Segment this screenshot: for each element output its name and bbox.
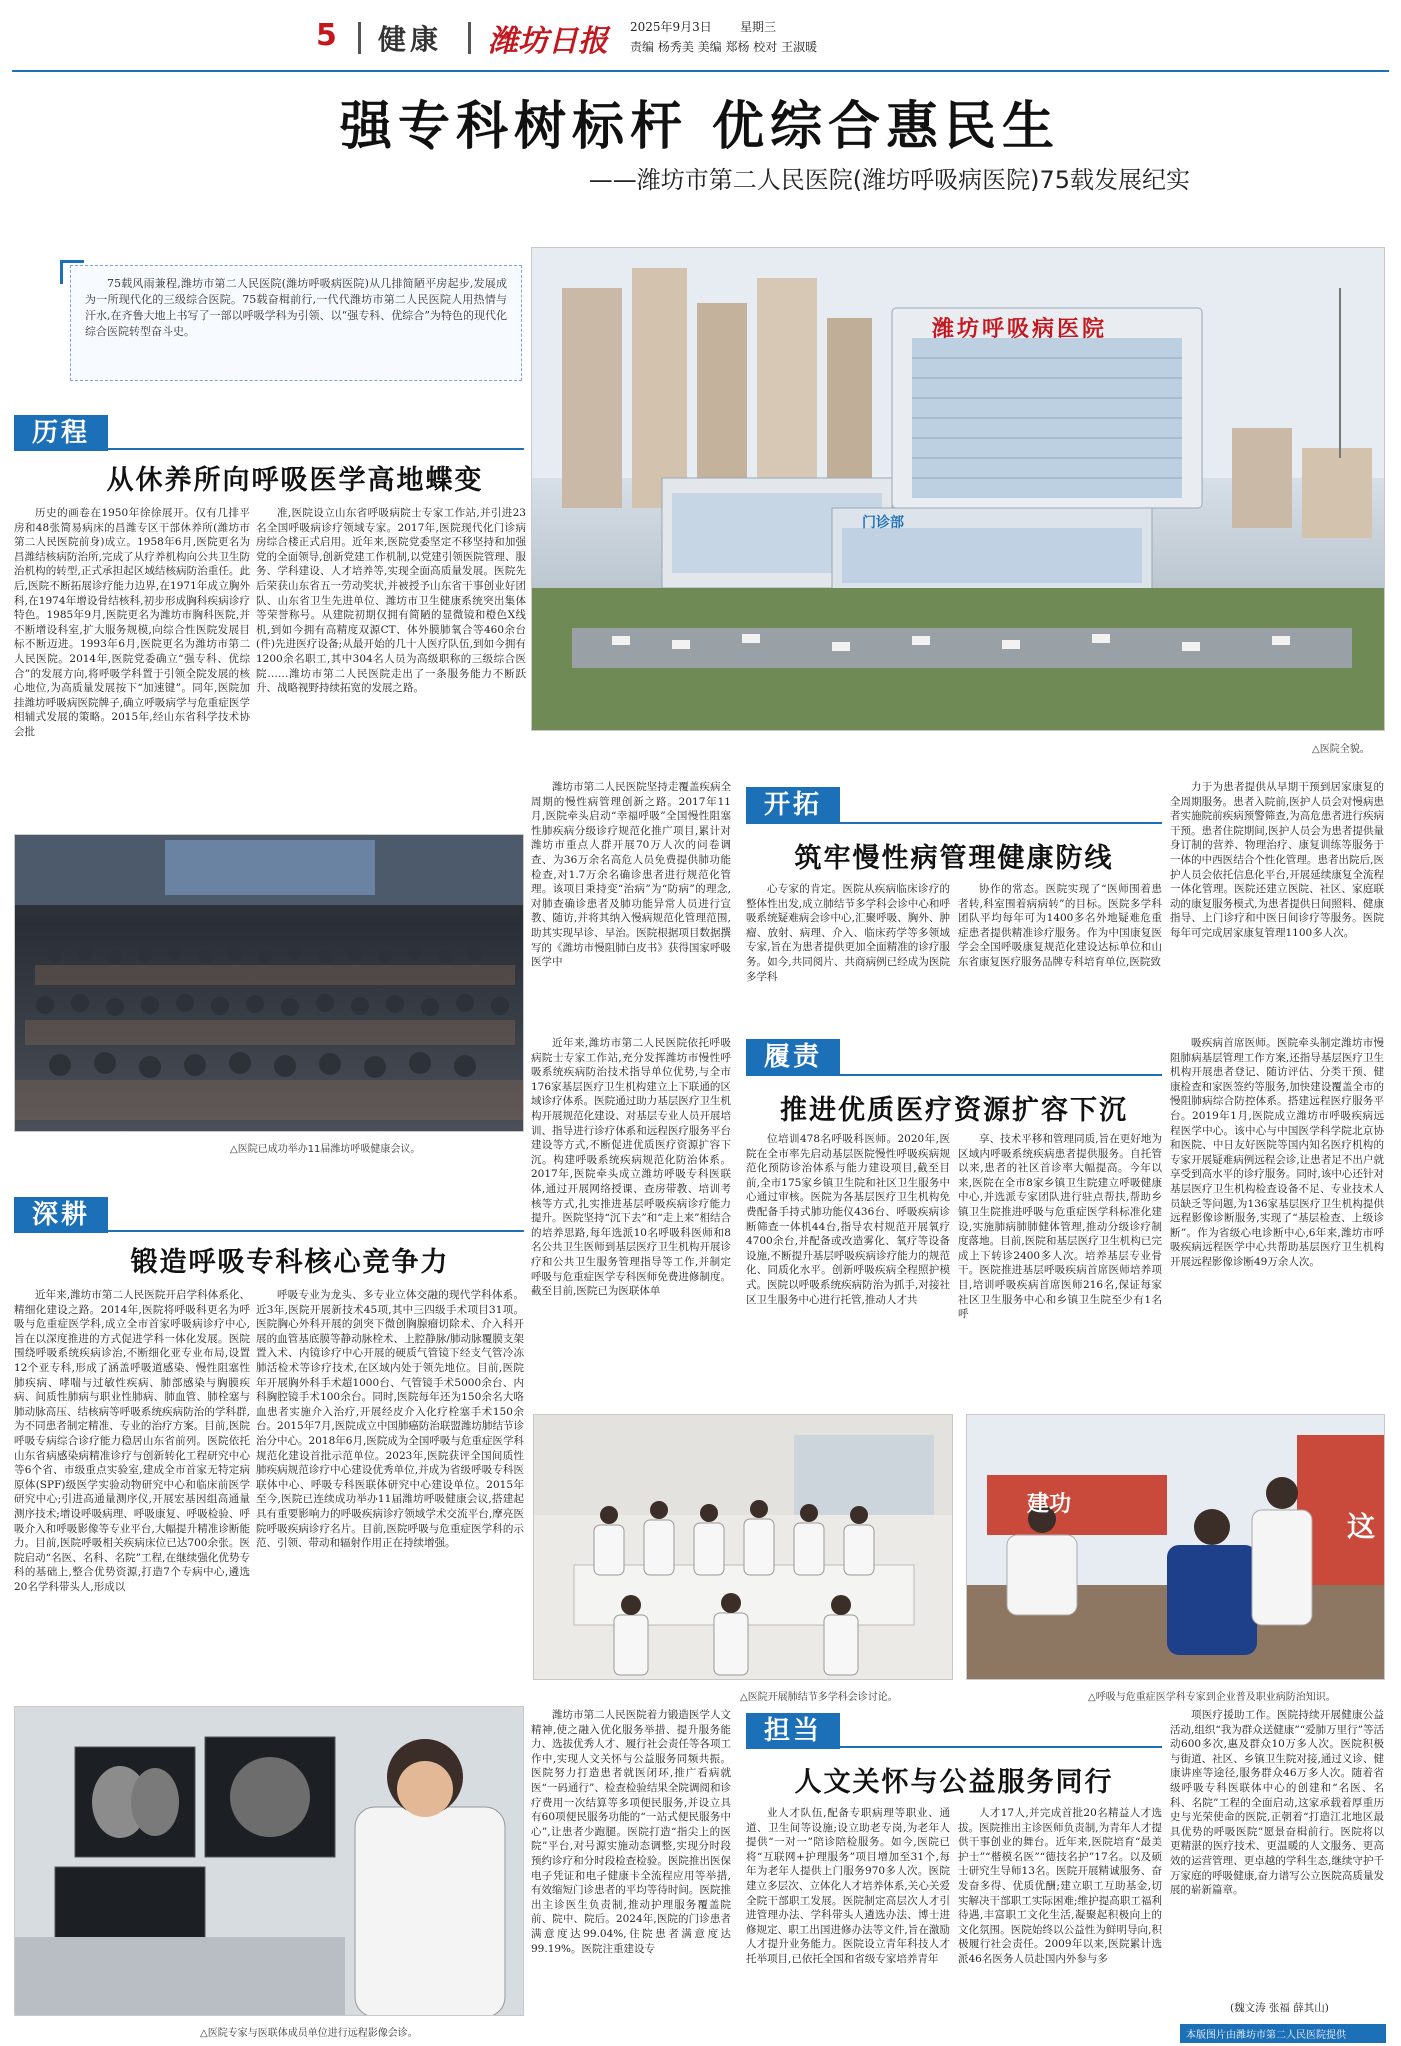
weekday: 星期三 [740, 20, 777, 34]
editor-credits: 责编 杨秀美 美编 郑杨 校对 王淑暖 [630, 40, 818, 54]
section-body-deepen-col2: 呼吸专业为龙头、多专业立体交融的现代学科体系。近3年,医院开展新技术45项,其中三四级手术项目31项。医院胸心外科开展的剑突下微创胸腺瘤切除术、介入科开展的血管基底膜等静动脉栓术、上腔静脉/肺动脉覆膜支架置入术、内镜诊疗中心开展的硬质气管镜下经支气管冷冻肺活检术等诊疗技术,在区域内处于领先地位。目前,医院年开展胸外科手术超1000台、气管镜手术5000余台、内科胸腔镜手术100余台。同时,医院每年还为150余名大咯血患者实施介入治疗,开展经皮介入化疗栓塞手术150余台。2015年7月,医院成立中国肺癌防治联盟潍坊肺结节诊治分中心。2018年6月,医院成为全国呼吸与危重症医学科规范化建设首批示范单位。2023年,医院获评全国间质性肺疾病规范诊疗中心建设优秀单位,并成为省级呼吸专科医联体中心、呼吸专科医联体研究中心建设单位。2015年至今,医院已连续成功举办11届潍坊呼吸健康会议,搭建起具有重要影响力的呼吸疾病诊疗领域学术交流平台,摩亮医院呼吸疾病诊疗名片。目前,医院呼吸与危重症医学科的示范、引领、带动和辐射作用正在持续增强。 [256, 1289, 524, 1550]
caption-meeting: △医院开展肺结节多学科会诊讨论。 [740, 1692, 898, 1703]
section-body-mission-col3: 项医疗援助工作。医院持续开展健康公益活动,组织“我为群众送健康”“爱肺万里行”等活动600多次,惠及群众10万多人次。医院积极与街道、社区、乡镇卫生院对接,通过义诊、健康讲座等途径,服务群众46万多人次。随着省级呼吸专科医联体中心的创建和“名医、名科、名院”工程的全面启动,这家承载着厚重历史与光荣使命的医院,正朝着“打造江北地区最具优势的呼吸医院”愿景奋楫前行。医院将以更精湛的医疗技术、更温暖的人文服务、更高效的运营管理、更卓越的学科生态,继续守护千万家庭的呼吸健康,奋力谱写公立医院高质量发展的崭新篇章。 [1170, 1709, 1384, 1897]
main-headline: 强专科树标杆 优综合惠民生 [339, 96, 1061, 157]
main-subtitle: ——潍坊市第二人民医院(潍坊呼吸病医院)75载发展纪实 [588, 166, 1190, 194]
section-rule [14, 1230, 524, 1232]
section-rule [746, 822, 1162, 824]
section-title-pioneer: 筑牢慢性病管理健康防线 [794, 843, 1114, 874]
masthead [40, 14, 1370, 62]
caption-imaging: △医院专家与医联体成员单位进行远程影像会诊。 [200, 2028, 418, 2039]
section-label-deepen [14, 1194, 108, 1231]
section-label-pioneer [746, 784, 840, 821]
page-number: 5 [316, 18, 337, 53]
section-title-duty: 推进优质医疗资源扩容下沉 [780, 1095, 1128, 1126]
section-tag: 开拓 [746, 787, 840, 823]
section-body-duty-col1: 位培训478名呼吸科医师。2020年,医院在全市率先启动基层医院慢性呼吸疾病规范化预防诊治体系与能力建设项目,截至目前,全市175家乡镇卫生院和社区卫生服务中心通过审核。医院为各基层医疗卫生机构免费配备手持式肺功能仪436台、呼吸疾病诊断筛查一体机44台,指导农村规范开展氧疗4700余台,并配备或改造雾化、氧疗等设备设施,不断提升基层呼吸疾病诊疗能力的规范化、同质化水平。创新呼吸疾病全程照护模式。医院以呼吸系统疾病防治为抓手,对接社区卫生服务中心进行托管,推动人才共 [746, 1133, 950, 1306]
section-label-duty [746, 1036, 840, 1073]
section-rule [746, 1074, 1162, 1076]
paper-logo: 潍坊日报 [488, 24, 608, 59]
section-body-pioneer-col1: 心专家的肯定。医院从疾病临床诊疗的整体性出发,成立肺结节多学科会诊中心和呼吸系统疑难病会诊中心,汇聚呼吸、胸外、肿瘤、放射、病理、介入、临床药学等多领域专家,旨在为患者提供更加全面精准的诊疗服务。如今,共同阅片、共商病例已经成为医院多学科 [746, 883, 950, 983]
header-divider [358, 22, 361, 54]
section-title-mission: 人文关怀与公益服务同行 [794, 1767, 1114, 1798]
section-tag: 历程 [14, 415, 108, 451]
section-body-history-col1: 历史的画卷在1950年徐徐展开。仅有几排平房和48张简易病床的昌潍专区干部休养所(潍坊市第二人民医院前身)成立。1958年6月,医院更名为昌潍结核病防治所,完成了从疗养机构向公共卫生防治机构的转型,正式承担起区域结核病防治重任。此后,医院不断拓展诊疗能力边界,在1971年成立胸外科,在1974年增设骨结核科,初步形成胸科疾病诊疗特色。1985年9月,医院更名为潍坊市胸科医院,并不断增设科室,扩大服务规模,向综合性医院发展目标不断迈进。1993年6月,医院更名为潍坊市第二人民医院。2014年,医院党委确立“强专科、优综合”的发展方向,将呼吸学科置于引领全院发展的核心地位,为高质量发展按下“加速键”。同年,医院加挂潍坊呼吸病医院牌子,确立呼吸病学与危重症医学相辅式发展的策略。2015年,经山东省科学技术协会批 [14, 507, 250, 738]
exhibit-banner: 建功 [1027, 1492, 1072, 1517]
header-divider [468, 22, 471, 54]
section-title-deepen: 锻造呼吸专科核心竞争力 [130, 1247, 450, 1278]
section-label-mission [746, 1710, 840, 1747]
gate-sign: 门诊部 [862, 515, 904, 531]
section-tag: 深耕 [14, 1197, 108, 1233]
section-body-deepen-col1: 近年来,潍坊市第二人民医院开启学科体系化、精细化建设之路。2014年,医院将呼吸科更名为呼吸与危重症医学科,成立全市首家呼吸病诊疗中心,旨在以深度推进的方式促进学科一体化发展。医院围绕呼吸系统疾病诊治,不断细化亚专业布局,设置12个亚专科,形成了涵盖呼吸道感染、慢性阻塞性肺疾病、哮喘与过敏性疾病、肺部感染与胸膜疾病、间质性肺病与职业性肺病、肺血管、肺栓塞与肺动脉高压、结核病等呼吸系统疾病防治的学科群,为不同患者制定精准、专业的治疗方案。目前,医院呼吸专病综合诊疗能力稳居山东省前列。医院依托山东省病感染病精准诊疗与创新转化工程研究中心等6个省、市级重点实验室,建成全市首家无特定病原体(SPF)级医学实验动物研究中心和临床前医学研究中心;引进高通量测序仪,开展宏基因组高通量测序技术;增设呼吸病理、呼吸康复、呼吸检验、呼吸介入和呼吸影像等专业平台,大幅提升精准诊断能力。目前,医院呼吸相关疾病床位已达700余张。医院启动“名医、名科、名院”工程,在继续强化优势专科的基础上,整合优势资源,打造7个专病中心,遴选20名学科带头人,形成以 [14, 1289, 250, 1593]
caption-outreach: △呼吸与危重症医学科专家到企业普及职业病防治知识。 [1088, 1692, 1336, 1703]
conference-illustration [15, 835, 524, 1132]
remote-imaging-photo [14, 1706, 524, 2016]
meeting-illustration [534, 1415, 953, 1680]
section-title-history: 从休养所向呼吸医学高地蝶变 [106, 465, 484, 496]
section-body-pioneer-col2: 协作的常态。医院实现了“医师围着患者转,科室围着病病转”的目标。医院多学科团队平均每年可为1400多名外地疑难危重症患者提供精准诊疗服务。作为中国康复医学会全国呼吸康复规范化建设达标单位和山东省康复医疗服务品牌专科培育单位,医院致 [958, 883, 1162, 968]
hospital-sign: 潍坊呼吸病医院 [932, 316, 1108, 342]
section-tag: 履责 [746, 1039, 840, 1075]
imaging-illustration [15, 1707, 524, 2016]
section-name: 健康 [378, 23, 443, 56]
header-rule [12, 70, 1389, 72]
photo-credit-footer: 本版图片由潍坊市第二人民医院提供 [1180, 2024, 1386, 2043]
intro-text: 75载风雨兼程,潍坊市第二人民医院(潍坊呼吸病医院)从几排简陋平房起步,发展成为一所现代化的三级综合医院。75载奋楫前行,一代代潍坊市第二人民医院人用热情与汗水,在齐鲁大地上书写了一部以呼吸学科为引领、以“强专科、优综合”为特色的现代化综合医院转型奋斗史。 [85, 277, 507, 338]
byline: (魏文涛 张福 薛其山) [1230, 2002, 1329, 2014]
section-body-duty-col3: 吸疾病首席医师。医院牵头制定潍坊市慢阻肺病基层管理工作方案,还指导基层医疗卫生机构开展患者登记、随访评估、分类干预、健康检查和家医签约等服务,加快建设覆盖全市的慢阻肺病综合防控体系。搭建远程医疗服务平台。2019年1月,医院成立潍坊市呼吸疾病远程医学中心。该中心与中国医学科学院北京协和医院、中日友好医院等国内知名医疗机构的专家开展疑难病例远程会诊,让患者足不出户就享受到高水平的诊疗服务。同时,该中心还针对基层医疗卫生机构检查设备不足、专业技术人员缺乏等问题,为136家基层医疗卫生机构提供远程影像诊断服务,实现了“基层检查、上级诊断”。作为省级心电诊断中心,6年来,潍坊市呼吸疾病远程医学中心共帮助基层医疗卫生机构开展远程影像诊断49万余人次。 [1170, 1037, 1384, 1268]
exhibit-banner-right: 这 [1347, 1510, 1376, 1543]
section-body-pioneer-col3: 力于为患者提供从早期干预到居家康复的全周期服务。患者入院前,医护人员会对慢病患者实施院前疾病预警筛查,为高危患者进行疾病干预。患者住院期间,医护人员会为患者提供量身订制的营养、物理治疗、康复训练等服务于一体的中西医结合个性化管理。患者出院后,医护人员会依托信息化平台,开展延续康复全流程一体化管理。医院还建立医院、社区、家庭联动的康复服务模式,为患者提供日间照料、健康指导、上门诊疗和中医日间诊疗等服务。医院每年可完成居家康复管理1100多人次。 [1170, 781, 1384, 939]
section-body-duty-lead: 近年来,潍坊市第二人民医院依托呼吸病院士专家工作站,充分发挥潍坊市慢性呼吸系统疾病防治技术指导单位优势,与全市176家基层医疗卫生机构建立上下联通的区域诊疗体系。医院通过助力基层医疗卫生机构开展规范化建设、对基层专业人员开展培训、指导进行诊疗体系和远程医疗服务平台建设等方式,不断促进优质医疗资源扩容下沉。构建呼吸系统疾病规范化防治体系。2017年,医院牵头成立潍坊呼吸专科医联体,通过开展网络授课、查房带教、培训考核等方式,扎实推进基层呼吸疾病诊疗能力提升。医院坚持“沉下去”和“走上来”相结合的培养思路,每年选派10名呼吸科医师和8名公共卫生医师到基层医疗卫生机构开展诊疗和公共卫生服务管理指导等工作,并制定呼吸与危重症医学专科医师免费进修制度。截至目前,医院已为医联体单 [531, 1037, 731, 1298]
section-label-history [14, 412, 108, 449]
section-body-mission-col1: 业人才队伍,配备专职病理等职业、通道、卫生间等设施;设立助老专岗,为老年人提供“一对一”陪诊陪检服务。如今,医院已将“互联网+护理服务”项目增加至31个,每年为老年人提供上门服务970多人次。医院建立多层次、立体化人才培养体系,关心关爱全院干部职工发展。医院制定高层次人才引进管理办法、学科带头人遴选办法、博士进修规定、职工出国进修办法等文件,旨在激励人才提升业务能力。医院设立青年科技人才托举项目,已依托全国和省级专家培养青年 [746, 1807, 950, 1965]
section-body-duty-col2: 享、技术平移和管理同质,旨在更好地为区域内呼吸系统疾病患者提供服务。自托管以来,患者的社区首诊率大幅提高。今年以来,医院在全市8家乡镇卫生院建立呼吸健康中心,并选派专家团队进行驻点帮扶,帮助乡镇卫生院推进呼吸与危重症医学科标准化建设,实施肺病肺肺健体管理,推动分级诊疗制度落地。目前,医院和基层医疗卫生机构已完成上下转诊2400多人次。培养基层专业骨干。医院推进基层呼吸疾病首席医师培养项目,培训呼吸疾病首席医师216名,保证每家社区卫生服务中心和乡镇卫生院至少有1名呼 [958, 1133, 1162, 1321]
caption-panorama: △医院全貌。 [1312, 744, 1370, 755]
caption-conference: △医院已成功举办11届潍坊呼吸健康会议。 [230, 1144, 421, 1155]
intro-corner [60, 260, 84, 284]
section-body-pioneer-lead: 潍坊市第二人民医院坚持走覆盖疾病全周期的慢性病管理创新之路。2017年11月,医院牵头启动“幸福呼吸”全国慢性阻塞性肺疾病分级诊疗规范化推广项目,累计对潍坊市重点人群开展70万人次的问卷调查、为36万余名高危人员免费提供肺功能检查,对1.7万余名确诊患者进行规范化管理。该项目秉持变“治病”为“防病”的理念,对肺查确诊患者及肺功能异常人员进行宣教、随访,并将其纳入慢病规范化管理范围,助其实现早诊、早治。医院根据项目数据撰写的《潍坊市慢阻肺白皮书》获得国家呼吸医学中 [531, 781, 731, 969]
hospital-panorama-photo [531, 247, 1385, 731]
intro-box [70, 265, 522, 381]
conference-photo [14, 834, 524, 1132]
outreach-photo [966, 1414, 1385, 1680]
section-tag: 担当 [746, 1713, 840, 1749]
section-rule [14, 448, 524, 450]
issue-date: 2025年9月3日 [630, 20, 712, 34]
consultation-meeting-photo [533, 1414, 953, 1680]
section-rule [746, 1746, 1162, 1748]
section-body-history-col2: 准,医院设立山东省呼吸病院士专家工作站,并引进23名全国呼吸病诊疗领域专家。2017年,医院现代化门诊病房综合楼正式启用。近年来,医院党委坚定不移坚持和加强党的全面领导,创新党建工作机制,以党建引领医院管理、服务、学科建设、人才培养等,实现全面高质量发展。医院先后荣获山东省五一劳动奖状,并被授予山东省干事创业好团队、山东省卫生先进单位、潍坊市卫生健康系统突出集体等荣誉称号。从建院初期仅拥有简陋的显微镜和橙色X线机,到如今拥有高精度双源CT、体外膜肺氧合等460余台(件)先进医疗设备;从最开始的几十人医疗队伍,到如今拥有1200余名职工,其中304名人员为高级职称的三级综合医院……潍坊市第二人民医院走出了一条服务能力不断跃升、战略视野持续拓宽的发展之路。 [256, 507, 526, 695]
section-body-mission-col2: 人才17人,并完成首批20名精益人才选拔。医院推出主诊医师负责制,为青年人才提供干事创业的舞台。近年来,医院培育“最美护士”“楷模名医”“德技名护”17名。以及硕士研究生导师13名。医院开展精诚服务、奋发奋多得、优质优酬;建立职工互助基金,切实解决干部职工实际困难;维护提高职工福利待遇,丰富职工文化生活,凝聚起积极向上的文化氛围。医院始终以公益性为鲜明导向,积极履行社会责任。2009年以来,医院累计选派46名医务人员赴国内外参与多 [958, 1807, 1162, 1965]
outreach-illustration [967, 1415, 1385, 1680]
section-body-mission-lead: 潍坊市第二人民医院着力锻造医学人文精神,使之融入优化服务举措、提升服务能力、选拔优秀人才、履行社会责任等各项工作中,实现人文关怀与公益服务同频共振。医院努力打造患者就医闭环,推广看病就医“一码通行”、检查检验结果全院调阅和诊疗费用一次结算等多项便民服务,并设立具有60项便民服务功能的“一站式便民服务中心”,让患者少跑腿。医院打造“指尖上的医院”平台,对号源实施动态调整,实现分时段预约诊疗和分时段检查检验。医院推出医保电子凭证和电子健康卡全流程应用等举措,有效缩短门诊患者的平均等待时间。医院推出主诊医生负责制,推动护理服务覆盖院前、院中、院后。2024年,医院的门诊患者满意度达99.04%,住院患者满意度达99.19%。医院注重建设专 [531, 1709, 731, 1955]
